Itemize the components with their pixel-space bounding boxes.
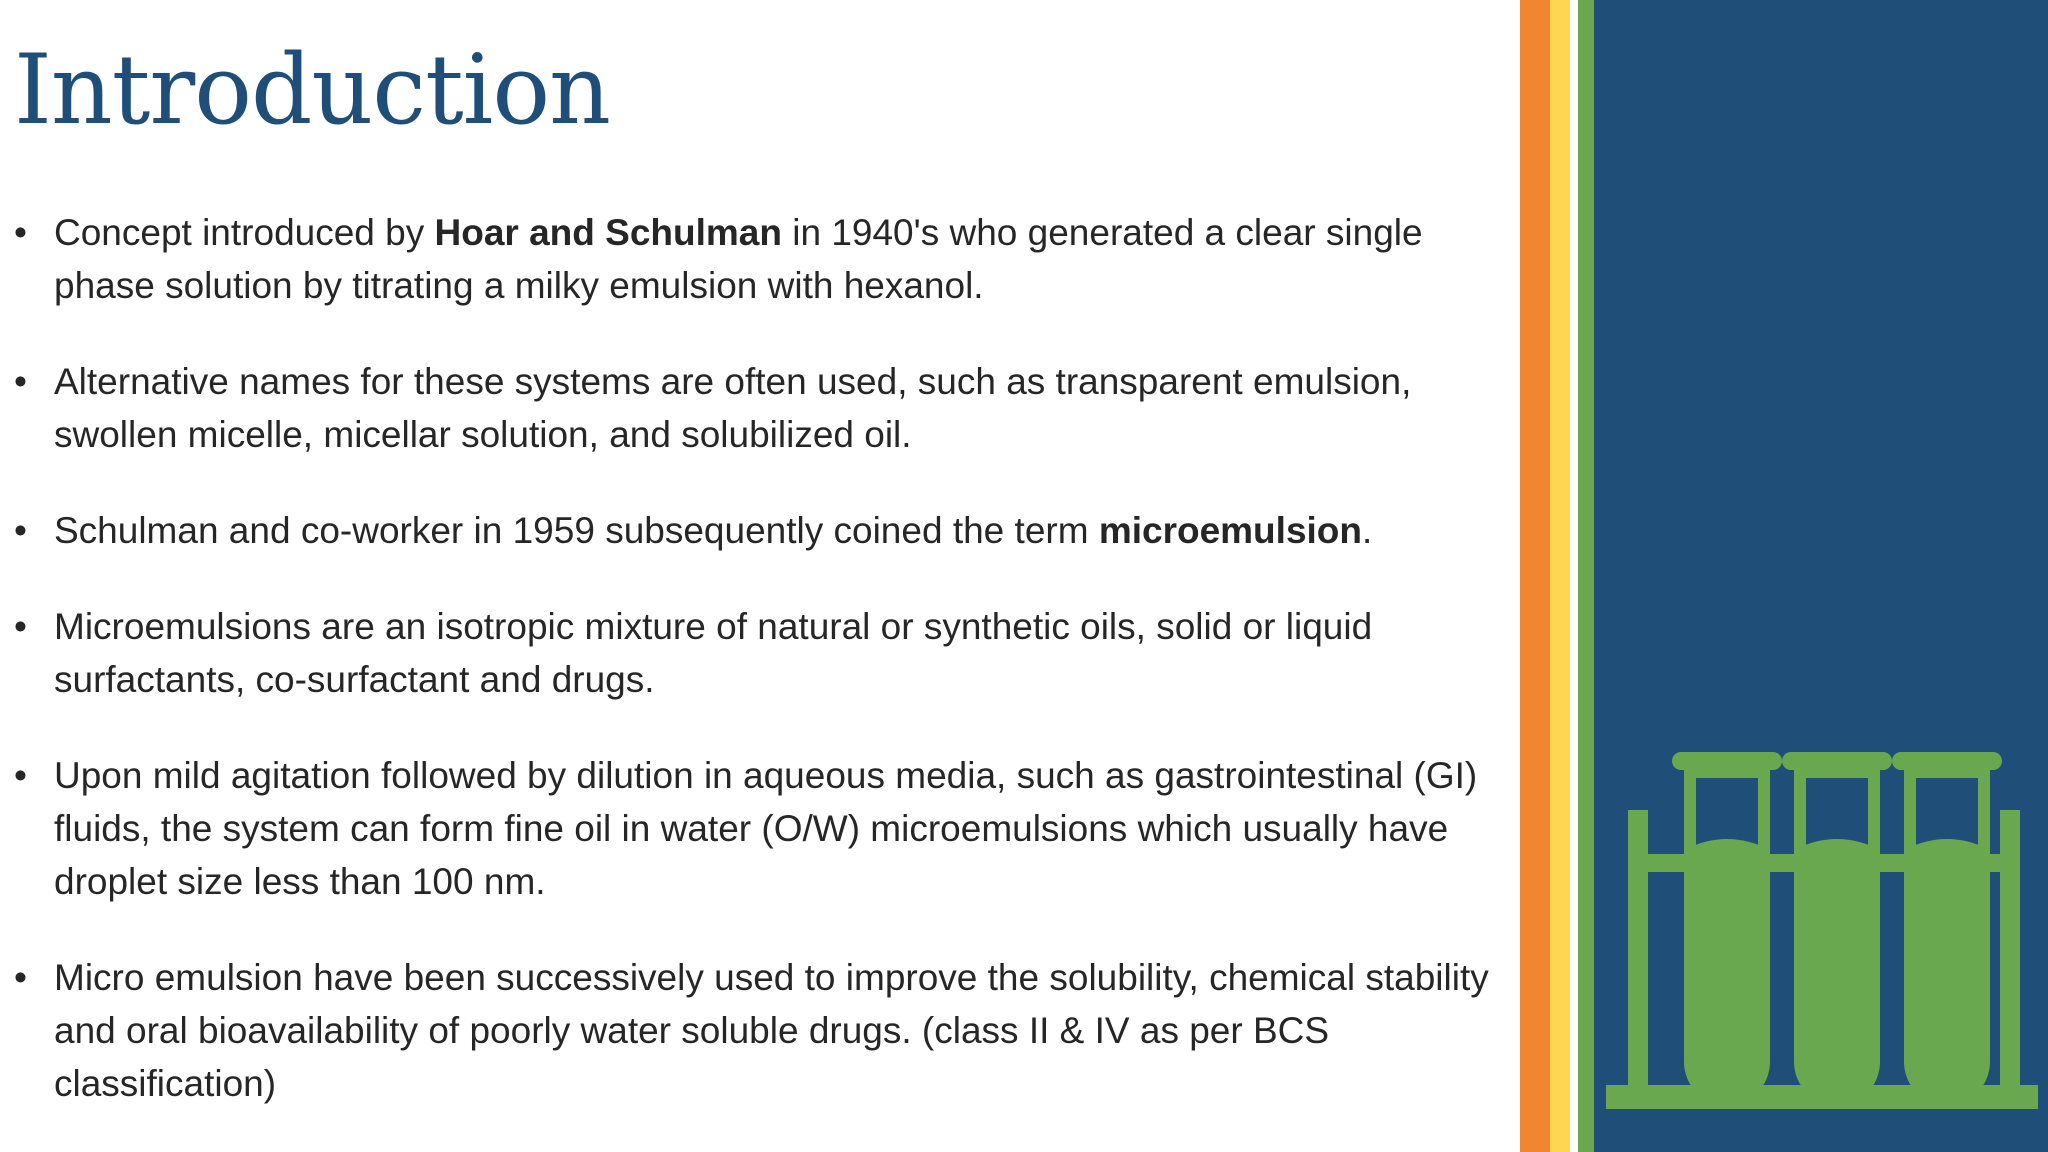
bullet-text: Schulman and co-worker in 1959 subsequently coined the term [54, 510, 1099, 551]
bullet-text: Micro emulsion have been successively used to improve the solubility, chemical stability and oral bioavailability of poorly water soluble drugs. (class II & IV as per BCS classification) [54, 957, 1489, 1104]
bullet-bold-text: Hoar and Schulman [434, 212, 782, 253]
bullet-text: Microemulsions are an isotropic mixture of natural or synthetic oils, solid or liquid surfactants, co-surfactant and drugs. [54, 606, 1373, 700]
bullet-item [0, 355, 1500, 461]
bullet-item [0, 951, 1500, 1110]
decor-stripe-green [1578, 0, 1594, 1152]
decor-stripe-gap [1570, 0, 1578, 1152]
bullet-item [0, 206, 1500, 312]
bullet-item [0, 749, 1500, 908]
bullet-text: Upon mild agitation followed by dilution in aqueous media, such as gastrointestinal (GI) fluids, the system can form fine oil in water (O/W) microemulsions which usually have droplet size less than 100 nm. [54, 755, 1478, 902]
bullet-dot: • [14, 361, 27, 402]
bullet-text: in 1940's who generated a clear single phase solution by titrating a milky emulsion with hexanol. [54, 212, 1423, 306]
bullet-dot: • [14, 957, 27, 998]
decor-stripe-yellow [1550, 0, 1570, 1152]
decor-stripe-orange [1520, 0, 1550, 1152]
slide-title: Introduction [14, 34, 610, 146]
test-tube-rack-icon [1594, 740, 2048, 1130]
bullet-text: Alternative names for these systems are often used, such as transparent emulsion, swollen micelle, micellar solution, and solubilized oil. [54, 361, 1412, 455]
bullet-bold-text: microemulsion [1098, 510, 1363, 551]
bullet-text: Concept introduced by [54, 212, 435, 253]
bullet-text: . [1362, 510, 1373, 551]
bullet-dot: • [14, 510, 27, 551]
bullet-dot: • [14, 606, 27, 647]
bullet-item [0, 504, 1500, 557]
bullet-list [0, 206, 1500, 1152]
bullet-dot: • [14, 212, 27, 253]
bullet-item [0, 600, 1500, 706]
bullet-dot: • [14, 755, 27, 796]
